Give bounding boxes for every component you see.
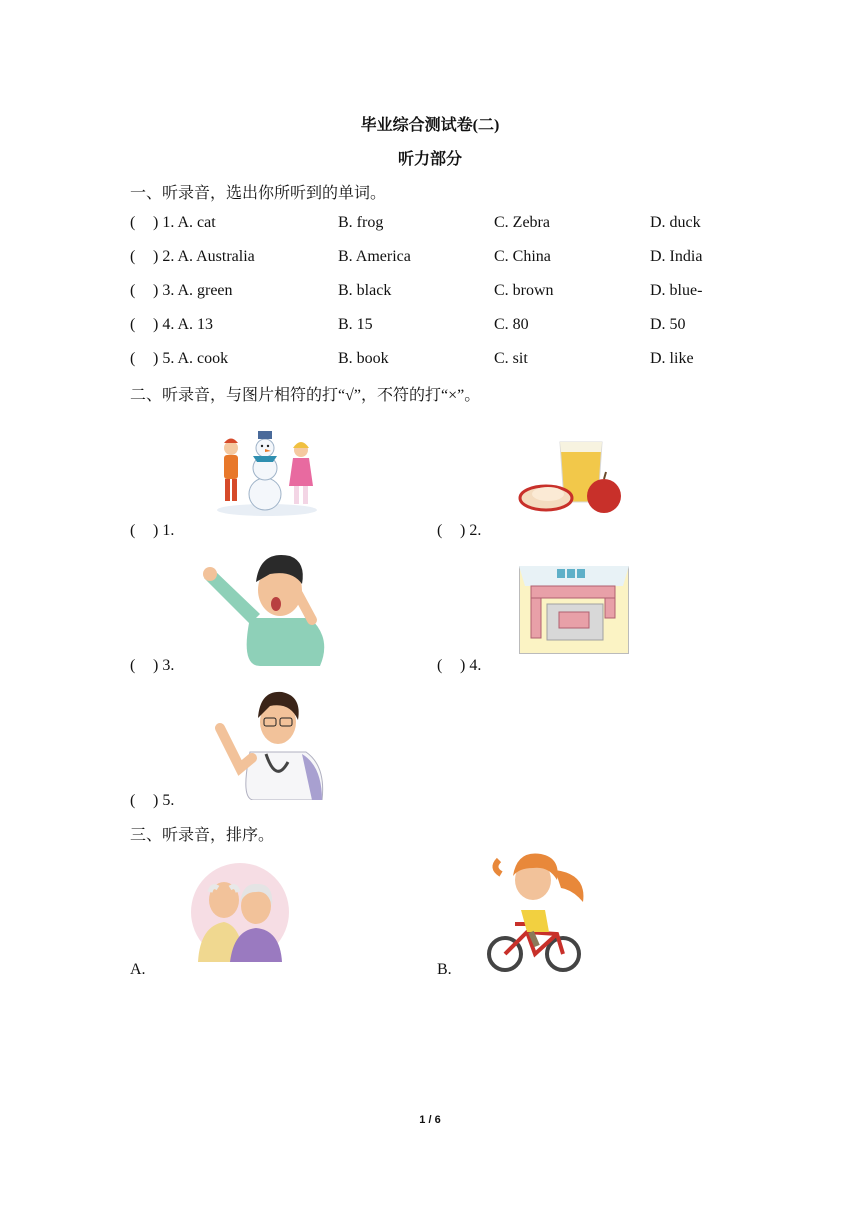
question-row bbox=[130, 248, 730, 268]
answer-paren: ( bbox=[130, 282, 136, 299]
option-c: C. Zebra bbox=[494, 214, 550, 231]
item-label: ) 5. bbox=[153, 792, 175, 809]
option-b: B. black bbox=[338, 282, 392, 299]
option-d: D. like bbox=[650, 350, 694, 367]
answer-paren: ( bbox=[437, 522, 443, 539]
option-b: B. America bbox=[338, 248, 411, 265]
option-a: ) 1. A. cat bbox=[153, 214, 216, 231]
option-d: D. 50 bbox=[650, 316, 686, 333]
option-b: B. book bbox=[338, 350, 389, 367]
item-label: ) 1. bbox=[153, 522, 175, 539]
answer-paren: ( bbox=[130, 214, 136, 231]
option-a: ) 2. A. Australia bbox=[153, 248, 255, 265]
item-label: A. bbox=[130, 961, 146, 978]
living-room-picture bbox=[519, 566, 629, 654]
part1-heading: 一、听录音，选出你所听到的单词。 bbox=[130, 185, 387, 202]
girl-riding-bike-picture bbox=[487, 850, 593, 976]
item-label: ) 2. bbox=[460, 522, 482, 539]
option-d: D. duck bbox=[650, 214, 701, 231]
grandparents-picture bbox=[190, 862, 290, 962]
option-c: C. sit bbox=[494, 350, 528, 367]
option-a: ) 3. A. green bbox=[153, 282, 233, 299]
option-c: C. brown bbox=[494, 282, 554, 299]
doctor-picture bbox=[210, 688, 326, 800]
option-a: ) 5. A. cook bbox=[153, 350, 229, 367]
page-number: 1 / 6 bbox=[419, 1114, 441, 1126]
answer-paren: ( bbox=[130, 350, 136, 367]
option-d: D. India bbox=[650, 248, 703, 265]
page-title: 毕业综合测试卷(二) bbox=[360, 117, 500, 134]
question-row bbox=[130, 282, 730, 302]
item-label: ) 4. bbox=[460, 657, 482, 674]
sneezing-boy-picture bbox=[200, 548, 334, 666]
option-a: ) 4. A. 13 bbox=[153, 316, 213, 333]
option-c: C. 80 bbox=[494, 316, 529, 333]
part2-heading: 二、听录音，与图片相符的打“√”，不符的打“×”。 bbox=[130, 387, 481, 404]
option-b: B. frog bbox=[338, 214, 384, 231]
question-row bbox=[130, 316, 730, 336]
option-c: C. China bbox=[494, 248, 551, 265]
apple-juice-picture bbox=[518, 438, 626, 520]
part3-heading: 三、听录音，排序。 bbox=[130, 827, 275, 844]
question-row bbox=[130, 214, 730, 234]
answer-paren: ( bbox=[130, 248, 136, 265]
snowman-picture bbox=[213, 428, 321, 518]
item-label: ) 3. bbox=[153, 657, 175, 674]
section-subtitle: 听力部分 bbox=[397, 151, 462, 168]
question-row bbox=[130, 350, 730, 370]
answer-paren: ( bbox=[130, 522, 136, 539]
option-d: D. blue- bbox=[650, 282, 703, 299]
answer-paren: ( bbox=[437, 657, 443, 674]
answer-paren: ( bbox=[130, 792, 136, 809]
item-label: B. bbox=[437, 961, 452, 978]
answer-paren: ( bbox=[130, 316, 136, 333]
answer-paren: ( bbox=[130, 657, 136, 674]
option-b: B. 15 bbox=[338, 316, 373, 333]
